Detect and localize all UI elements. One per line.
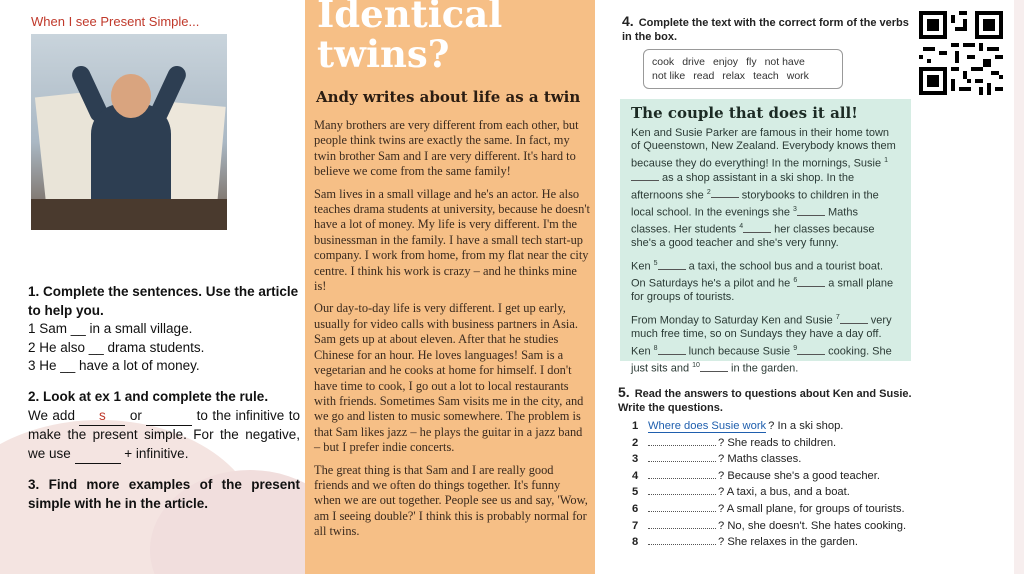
exercise-5-instruction: [618, 385, 918, 415]
answer-text: ? She relaxes in the garden.: [718, 536, 858, 549]
question-row: [632, 418, 917, 435]
question-row: [632, 468, 917, 485]
example-answer: Where does Susie work: [648, 420, 767, 432]
text: Ken: [631, 260, 654, 273]
rule-blank[interactable]: [75, 445, 121, 465]
desk: [31, 199, 227, 230]
task1-line: 1 Sam __ in a small village.: [28, 321, 193, 337]
question-blank[interactable]: [648, 435, 716, 446]
article-body: [314, 118, 590, 547]
gap-1[interactable]: [631, 171, 659, 181]
article-paragraph: Sam lives in a small village and he's an actor. He also teaches drama students at university, because he doesn't have a lot of money. My life is very different. I'm the businessman in the family. I have a small tech start-up company. I work from home, from my flat near the city centre. I think his work is crazy – and he thinks mine is!: [314, 186, 590, 294]
instruction-text: Read the answers to questions about Ken and Susie. Write the questions.: [618, 388, 912, 414]
title-line: Identical: [317, 0, 503, 36]
couple-text-box: [620, 99, 911, 375]
question-blank[interactable]: [648, 534, 716, 545]
verb: not have: [764, 56, 805, 68]
verb: work: [786, 70, 809, 82]
man-body: [91, 104, 171, 214]
text: Maths classes. Her students: [631, 206, 858, 236]
question-blank[interactable]: [648, 501, 716, 512]
text: very much free time, so on Sundays they have a day off. Ken: [631, 314, 892, 358]
gap-2[interactable]: [711, 188, 739, 198]
qr-code[interactable]: [918, 11, 1004, 95]
task1-title: 1. Complete the sentences. Use the article to help you.: [28, 284, 299, 318]
gap-8[interactable]: [658, 345, 686, 355]
verb: relax: [722, 70, 746, 82]
row-number: 4: [632, 469, 639, 482]
tasks: [28, 283, 300, 514]
row-number: 6: [632, 502, 639, 515]
question-blank[interactable]: [648, 451, 716, 462]
question-blank[interactable]: [648, 518, 716, 529]
verb: cook: [652, 56, 675, 68]
instruction-text: Complete the text with the correct form of the verbs in the box.: [622, 17, 909, 43]
gap-9[interactable]: [797, 345, 825, 355]
text: Ken and Susie Parker are famous in their home town of Queenstown, New Zealand. Everybody knows them because they do everything! In the mornings, Susie: [631, 126, 896, 170]
article-paragraph: The great thing is that Sam and I are really good friends and we often do things together. It's funny when we are out together. People see us and say, 'Wow, am I seeing double?' I think this is probably normal for all twins.: [314, 462, 588, 539]
question-blank[interactable]: [648, 484, 716, 495]
couple-paragraph: From Monday to Saturday Ken and Susie $^7$ very much free time, so on Sundays they have a day off. Ken $^8$ lunch because Susie $^9$ cooking. She just sits and $^{10}$ in the garden.: [631, 314, 892, 375]
row-number: 3: [632, 453, 639, 466]
answer-text: ? Maths classes.: [718, 453, 802, 466]
answer-text: ? A taxi, a bus, and a boat.: [718, 486, 850, 499]
row-number: 8: [632, 536, 639, 549]
couple-paragraph: Ken and Susie Parker are famous in their home town of Queenstown, New Zealand. Everybody knows them because they do everything! In the mornings, Susie $^1$ as a shop assistant in a ski shop. In the afternoons she $^2$ storybooks to children in the local school. In the evenings she $^3$ Maths classes. Her students $^4$ her classes because she's a good teacher and she's very funny.: [631, 126, 896, 250]
gap-7[interactable]: [840, 314, 868, 324]
task1-line: 2 He also __ drama students.: [28, 339, 205, 355]
qr-code-icon: [918, 11, 1004, 95]
answer-text: ? Because she's a good teacher.: [718, 469, 880, 482]
verb: fly: [746, 56, 757, 68]
exercise-number: 4.: [622, 13, 634, 29]
article-paragraph: Many brothers are very different from each other, but people think twins are exactly the same. In fact, my twin brother Sam and I are very different. It's hard to believe we come from the same family!: [314, 118, 579, 179]
article-title: [317, 0, 502, 74]
verb-row: [652, 69, 834, 83]
answer-text: ? No, she doesn't. She hates cooking.: [718, 519, 907, 532]
verb: teach: [753, 70, 779, 82]
title-line: twins?: [317, 32, 450, 76]
answer-text: ? In a ski shop.: [768, 420, 844, 432]
verb: read: [693, 70, 715, 82]
decor-edge: [1014, 0, 1024, 574]
rule-text: or: [125, 407, 147, 423]
rule-text: We add: [28, 407, 80, 423]
text: in the garden.: [727, 362, 799, 375]
verb: not like: [652, 70, 686, 82]
text: cooking. She just sits and: [631, 345, 892, 375]
article: [305, 0, 595, 574]
text: as a shop assistant in a ski shop. In the afternoons she: [631, 172, 855, 202]
answer-text: ? She reads to children.: [718, 436, 837, 449]
task2-title: 2. Look at ex 1 and complete the rule.: [28, 388, 269, 404]
question-row: [632, 435, 917, 452]
gap-6[interactable]: [797, 277, 825, 287]
verb: drive: [682, 56, 705, 68]
gap-3[interactable]: [797, 206, 825, 216]
rule-text: to the infinitive to make the present simple. For the negative, we use: [28, 407, 300, 461]
verb-box: [643, 49, 843, 89]
text: lunch because Susie: [685, 345, 794, 358]
rule-text: + infinitive.: [120, 445, 189, 461]
row-number: 2: [632, 436, 639, 449]
gap-10[interactable]: [700, 362, 728, 372]
task2-rule: [28, 407, 300, 465]
text: storybooks to children in the local school. In the evenings she: [631, 189, 879, 219]
task1-line: 3 He __ have a lot of money.: [28, 358, 200, 374]
answer-text: ? A small plane, for groups of tourists.: [718, 502, 905, 515]
question-row: [632, 484, 917, 501]
stressed-man-illustration: [31, 34, 227, 230]
text: From Monday to Saturday Ken and Susie: [631, 314, 836, 327]
question-blank[interactable]: [648, 468, 716, 479]
article-paragraph: Our day-to-day life is very different. I get up early, usually for video calls with business partners in Asia. Sam gets up at about eleven. After that he studies Chinese for an hour. He loves languages! Sam is a vegetarian and he cooks at home for himself. I don't have time to cook, I go out a lot to local restaurants with friends. Sometimes Sam visits me in the city, and we go and listen to music somewhere. The problem is that Sam likes jazz – he plays the guitar in a jazz band – but I prefer indie concerts.: [314, 301, 584, 455]
couple-title: The couple that does it all!: [631, 104, 858, 122]
article-subtitle: Andy writes about life as a twin: [316, 88, 581, 106]
question-row: [632, 451, 917, 468]
text: her classes because she's a good teacher and she's very funny.: [631, 223, 875, 250]
left-panel: [0, 0, 305, 574]
intro-note: When I see Present Simple...: [31, 14, 200, 29]
text: a small plane for groups of tourists.: [631, 277, 894, 304]
question-row: [632, 534, 917, 551]
row-number: 1: [632, 420, 639, 432]
exercise-4-instruction: [622, 14, 914, 44]
task3: 3. Find more examples of the present simple with he in the article.: [28, 477, 300, 511]
rule-blank[interactable]: [146, 407, 192, 427]
man-head: [111, 74, 151, 118]
row-number: 7: [632, 519, 639, 532]
gap-5[interactable]: [658, 260, 686, 270]
gap-4[interactable]: [743, 223, 771, 233]
text: a taxi, the school bus and a tourist boat. On Saturdays he's a pilot and he: [631, 260, 884, 290]
rule-blank-s[interactable]: s: [79, 407, 125, 427]
question-list: [632, 418, 917, 551]
row-number: 5: [632, 486, 639, 499]
verb-row: [652, 55, 834, 69]
question-row: [632, 501, 917, 518]
couple-paragraph: Ken $^5$ a taxi, the school bus and a tourist boat. On Saturdays he's a pilot and he $^6$ a small plane for groups of tourists.: [631, 259, 894, 304]
exercise-number: 5.: [618, 384, 630, 400]
verb: enjoy: [712, 56, 739, 68]
question-row: [632, 518, 917, 535]
